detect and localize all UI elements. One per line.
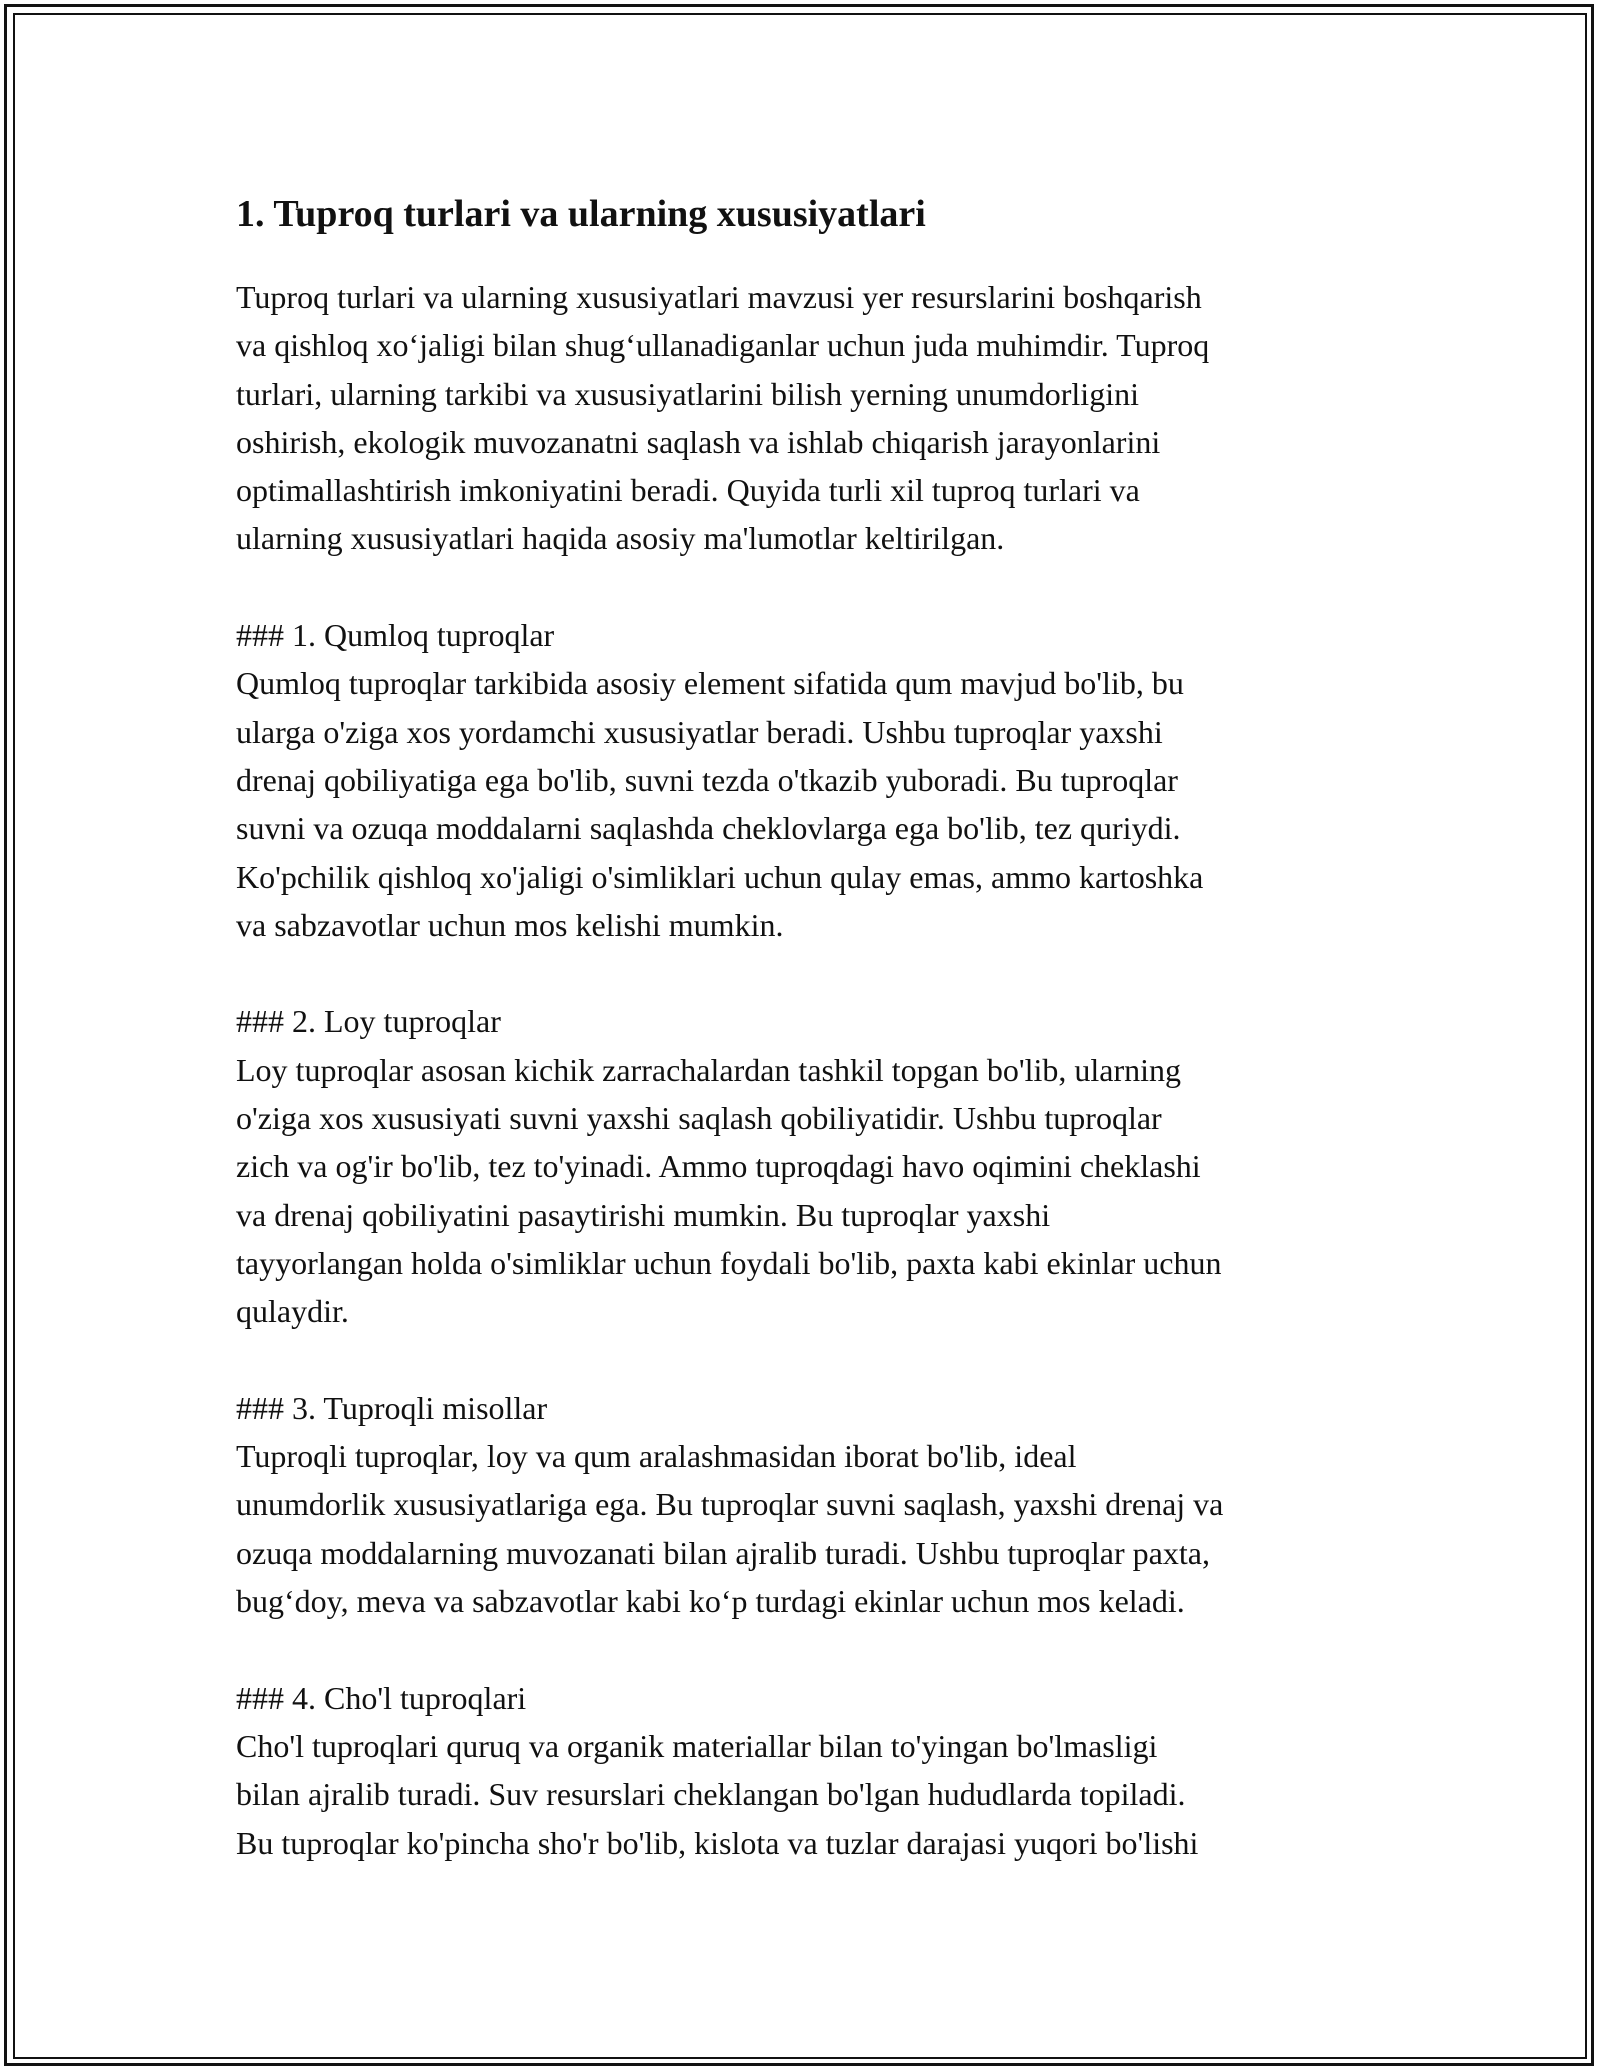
section-heading: ### 3. Tuproqli misollar <box>236 1389 548 1426</box>
section-heading: ### 4. Cho'l tuproqlari <box>236 1679 527 1716</box>
section-heading: ### 1. Qumloq tuproqlar <box>236 617 555 654</box>
section-desert-soils <box>236 1674 1376 1867</box>
section-body: Cho'l tuproqlari quruq va organik materiallar bilan to'yingan bo'lmasligi bilan ajralib turadi. Suv resurslari cheklangan bo'lgan hududlarda topiladi. Bu tuproqlar ko'pincha sho'r bo'lib, kislota va tuzlar darajasi yuqori bo'lishi <box>236 1727 1199 1861</box>
section-body: Loy tuproqlar asosan kichik zarrachalardan tashkil topgan bo'lib, ularning o'ziga xos xususiyati suvni yaxshi saqlash qobiliyatidir. Ushbu tuproqlar zich va og'ir bo'lib, tez to'yinadi. Ammo tuproqdagi havo oqimini cheklashi va drenaj qobiliyatini pasaytirishi mumkin. Bu tuproqlar yaxshi tayyorlangan holda o'simliklar uchun foydali bo'lib, paxta kabi ekinlar uchun qulaydir. <box>236 1051 1222 1330</box>
section-sandy-soils <box>236 611 1376 949</box>
document-title: 1. Tuproq turlari va ularning xususiyatlari <box>236 193 926 235</box>
section-clay-soils <box>236 997 1376 1335</box>
section-loam-soils <box>236 1384 1376 1625</box>
section-heading: ### 2. Loy tuproqlar <box>236 1003 501 1040</box>
section-body: Qumloq tuproqlar tarkibida asosiy element sifatida qum mavjud bo'lib, bu ularga o'ziga xos yordamchi xususiyatlar beradi. Ushbu tuproqlar yaxshi drenaj qobiliyatiga ega bo'lib, suvni tezda o'tkazib yuboradi. Bu tuproqlar suvni va ozuqa moddalarni saqlashda cheklovlarga ega bo'lib, tez quriydi. Ko'pchilik qishloq xo'jaligi o'simliklari uchun qulay emas, ammo kartoshka va sabzavotlar uchun mos kelishi mumkin. <box>236 665 1204 943</box>
section-body: Tuproqli tuproqlar, loy va qum aralashmasidan iborat bo'lib, ideal unumdorlik xususiyatlariga ega. Bu tuproqlar suvni saqlash, yaxshi drenaj va ozuqa moddalarning muvozanati bilan ajralib turadi. Ushbu tuproqlar paxta, bug‘doy, meva va sabzavotlar kabi ko‘p turdagi ekinlar uchun mos keladi. <box>236 1438 1224 1620</box>
document-content <box>236 185 1376 1867</box>
intro-paragraph: Tuproq turlari va ularning xususiyatlari mavzusi yer resurslarini boshqarish va qishloq xo‘jaligi bilan shug‘ullanadiganlar uchun juda muhimdir. Tuproq turlari, ularning tarkibi va xususiyatlarini bilish yerning unumdorligini oshirish, ekologik muvozanatni saqlash va ishlab chiqarish jarayonlarini optimallashtirish imkoniyatini beradi. Quyida turli xil tuproq turlari va ularning xususiyatlari haqida asosiy ma'lumotlar keltirilgan. <box>236 279 1210 557</box>
